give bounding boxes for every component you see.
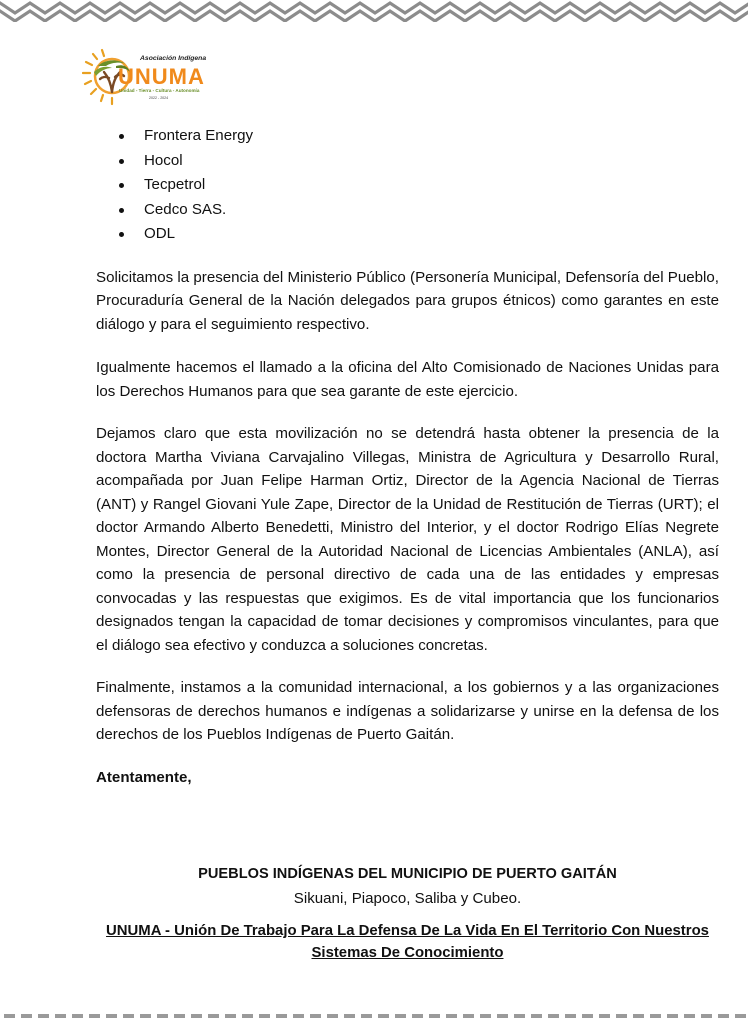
border-segment (565, 1014, 576, 1018)
border-segment (718, 1014, 729, 1018)
border-segment (701, 1014, 712, 1018)
border-segment (89, 1014, 100, 1018)
border-segment (259, 1014, 270, 1018)
unuma-logo (82, 46, 212, 110)
list-item: Tecpetrol (144, 173, 719, 198)
list-item: Frontera Energy (144, 124, 719, 149)
logo-motto: Unidad - Tierra - Cultura - Autonomía (119, 88, 200, 93)
border-segment (242, 1014, 253, 1018)
border-segment (667, 1014, 678, 1018)
border-segment (123, 1014, 134, 1018)
border-segment (72, 1014, 83, 1018)
border-segment (310, 1014, 321, 1018)
closing-salutation: Atentamente, (96, 768, 192, 786)
signature-organization: UNUMA - Unión De Trabajo Para La Defensa De La Vida En El Territorio Con Nuestros Sistemas De Conocimiento (106, 923, 709, 961)
border-segment (531, 1014, 542, 1018)
list-item: Hocol (144, 149, 719, 174)
bottom-decorative-border (0, 1011, 748, 1024)
border-segment (208, 1014, 219, 1018)
border-segment (446, 1014, 457, 1018)
logo-years: 2022 - 2024 (149, 96, 169, 100)
border-segment (412, 1014, 423, 1018)
border-segment (276, 1014, 287, 1018)
paragraph-ministerio-publico: Solicitamos la presencia del Ministerio Público (Personería Municipal, Defensoría del Pueblo, Procuraduría General de la Nación delegados para grupos étnicos) como garantes en este diálogo y para el seguimiento respectivo. (96, 268, 719, 333)
border-segment (174, 1014, 185, 1018)
border-segment (599, 1014, 610, 1018)
border-segment (480, 1014, 491, 1018)
border-segment (344, 1014, 355, 1018)
signature-title: PUEBLOS INDÍGENAS DEL MUNICIPIO DE PUERTO GAITÁN (198, 866, 617, 882)
top-decorative-border (0, 0, 748, 22)
letter-body (96, 124, 719, 789)
paragraph-comunidad-internacional: Finalmente, instamos a la comunidad internacional, a los gobiernos y a las organizaciones defensoras de derechos humanos e indígenas a solidarizarse y unirse en la defensa de los derechos de los Pueblos Indígenas de Puerto Gaitán. (96, 679, 719, 744)
border-segment (140, 1014, 151, 1018)
border-segment (395, 1014, 406, 1018)
list-item: Cedco SAS. (144, 198, 719, 223)
border-segment (735, 1014, 746, 1018)
border-segment (21, 1014, 32, 1018)
border-segment (327, 1014, 338, 1018)
logo-association-label: Asociación Indígena (140, 55, 207, 62)
border-segment (225, 1014, 236, 1018)
company-list (96, 124, 719, 247)
border-segment (463, 1014, 474, 1018)
border-segment (191, 1014, 202, 1018)
border-segment (361, 1014, 372, 1018)
border-segment (157, 1014, 168, 1018)
signature-block (96, 863, 719, 964)
border-segment (514, 1014, 525, 1018)
paragraph-alto-comisionado: Igualmente hacemos el llamado a la oficina del Alto Comisionado de Naciones Unidas para los Derechos Humanos para que sea garante de este ejercicio. (96, 359, 719, 400)
border-segment (497, 1014, 508, 1018)
border-segment (38, 1014, 49, 1018)
border-segment (106, 1014, 117, 1018)
list-item: ODL (144, 222, 719, 247)
border-segment (582, 1014, 593, 1018)
border-segment (548, 1014, 559, 1018)
border-segment (55, 1014, 66, 1018)
logo-name: UNUMA (118, 64, 205, 89)
border-segment (378, 1014, 389, 1018)
border-segment (616, 1014, 627, 1018)
border-segment (4, 1014, 15, 1018)
paragraph-movilizacion: Dejamos claro que esta movilización no se detendrá hasta obtener la presencia de la doctora Martha Viviana Carvajalino Villegas, Ministra de Agricultura y Desarrollo Rural, acompañada por Juan Felipe Harman Ortiz, Director de la Agencia Nacional de Tierras (ANT) y Rangel Giovani Yule Zape, Director de la Unidad de Restitución de Tierras (URT); el doctor Armando Alberto Benedetti, Ministro del Interior, y el doctor Rodrigo Elías Negrete Montes, Director General de la Autoridad Nacional de Licencias Ambientales (ANLA), así como la presencia de personal directivo de cada una de las entidades y empresas convocadas y las respuestas que exigimos. Es de vital importancia que los funcionarios designados tengan la capacidad de tomar decisiones y compromisos vinculantes, para que el diálogo sea efectivo y conduzca a soluciones concretas. (96, 425, 719, 654)
signature-peoples: Sikuani, Piapoco, Saliba y Cubeo. (293, 889, 522, 907)
border-segment (633, 1014, 644, 1018)
border-segment (684, 1014, 695, 1018)
border-segment (429, 1014, 440, 1018)
border-segment (650, 1014, 661, 1018)
border-segment (293, 1014, 304, 1018)
